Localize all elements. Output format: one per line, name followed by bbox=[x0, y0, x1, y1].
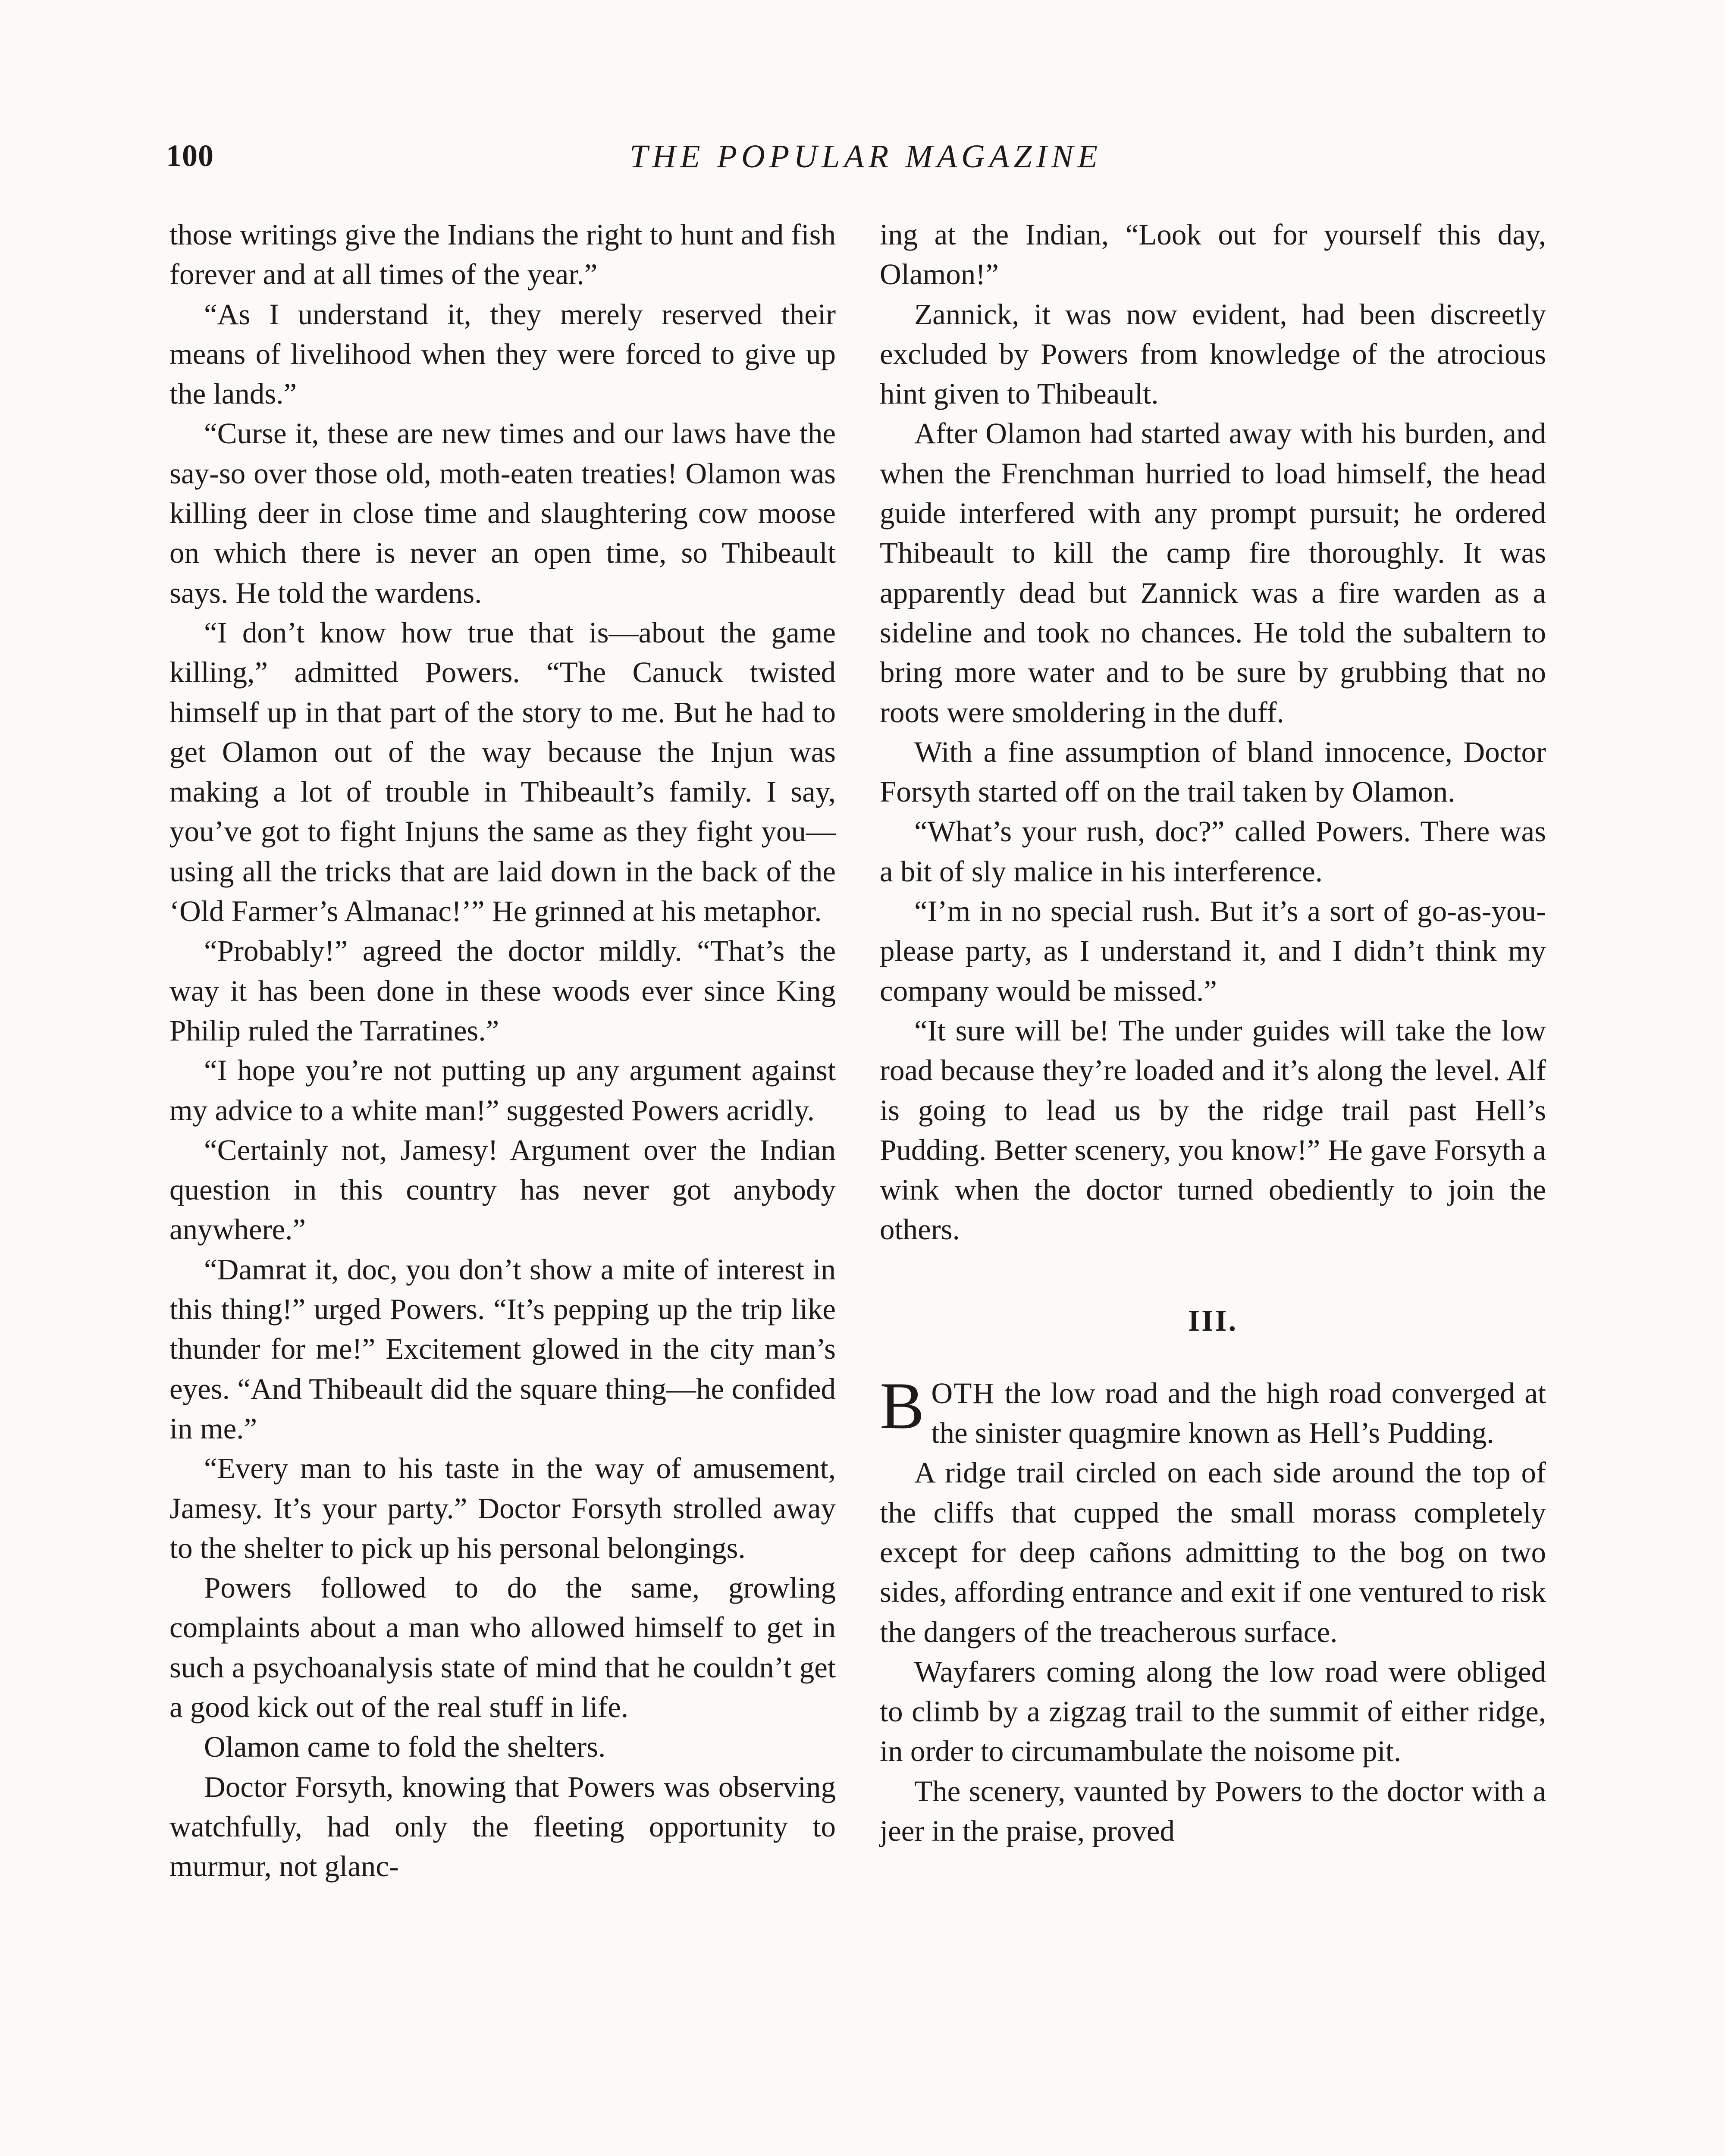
paragraph: “I hope you’re not putting up any argument against my advice to a white man!” suggested Powers acridly. bbox=[169, 1054, 836, 1127]
left-column bbox=[169, 215, 836, 1886]
paragraph: “What’s your rush, doc?” called Powers. There was a bit of sly malice in his interference. bbox=[880, 815, 1546, 888]
paragraph: The scenery, vaunted by Powers to the doctor with a jeer in the praise, proved bbox=[880, 1774, 1546, 1847]
paragraph: Doctor Forsyth, knowing that Powers was observing watchfully, had only the fleeting opportunity to murmur, not glanc- bbox=[169, 1770, 836, 1883]
paragraph: Olamon came to fold the shelters. bbox=[204, 1730, 606, 1764]
paragraph: “Curse it, these are new times and our laws have the say-so over those old, moth-eaten treaties! Olamon was killing deer in close time and slaughtering cow moose on which there is never an open time, so Thibeault says. He told the wardens. bbox=[169, 417, 836, 609]
opening-text: the low road and the high road converged at the sinister quagmire known as Hell’s Pudding. bbox=[931, 1376, 1546, 1450]
paragraph: “Certainly not, Jamesy! Argument over the Indian question in this country has never got anybody anywhere.” bbox=[169, 1133, 836, 1246]
drop-cap: B bbox=[880, 1368, 925, 1443]
paragraph: Powers followed to do the same, growling complaints about a man who allowed himself to get in such a psychoanalysis state of mind that he couldn’t get a good kick out of the real stuff in life. bbox=[169, 1571, 836, 1724]
lead-caps: OTH bbox=[931, 1376, 995, 1410]
paragraph: “It sure will be! The under guides will take the low road because they’re loaded and it’s along the level. Alf is going to lead us by the ridge trail past Hell’s Pudding. Better scenery, you know!” He gave Forsyth a wink when the doctor turned obediently to join the others. bbox=[880, 1014, 1546, 1246]
right-column bbox=[880, 215, 1546, 1851]
paragraph: With a fine assumption of bland innocence, Doctor Forsyth started off on the trail taken by Olamon. bbox=[880, 735, 1546, 808]
section-opening-paragraph bbox=[880, 1368, 1546, 1453]
page-number: 100 bbox=[166, 138, 214, 173]
section-heading: III. bbox=[1188, 1304, 1238, 1338]
paragraph: After Olamon had started away with his burden, and when the Frenchman hurried to load himself, the head guide interfered with any prompt pursuit; he ordered Thibeault to kill the camp fire thoroughly. It was apparently dead but Zannick was a fire warden as a sideline and took no chances. He told the subaltern to bring more water and to be sure by grubbing that no roots were smoldering in the duff. bbox=[880, 417, 1546, 729]
running-title: THE POPULAR MAGAZINE bbox=[629, 138, 1102, 175]
paragraph: “I don’t know how true that is—about the game killing,” admitted Powers. “The Canuck twisted himself up in that part of the story to me. But he had to get Olamon out of the way because the Injun was making a lot of trouble in Thibeault’s family. I say, you’ve got to fight Injuns the same as they fight you—using all the tricks that are laid down in the back of the ‘Old Farmer’s Almanac!’” He grinned at his metaphor. bbox=[169, 616, 836, 928]
paragraph: those writings give the Indians the right to hunt and fish forever and at all times of the year.” bbox=[169, 218, 836, 291]
page-header bbox=[166, 138, 1565, 190]
paragraph: A ridge trail circled on each side around the top of the cliffs that cupped the small morass completely except for deep cañons admitting to the bog on two sides, affording entrance and exit if one ventured to risk the dangers of the treacherous surface. bbox=[880, 1456, 1546, 1648]
paragraph: Wayfarers coming along the low road were obliged to climb by a zigzag trail to the summit of either ridge, in order to circumambulate the noisome pit. bbox=[880, 1655, 1546, 1768]
paragraph: “Probably!” agreed the doctor mildly. “That’s the way it has been done in these woods ever since King Philip ruled the Tarratines.” bbox=[169, 934, 836, 1047]
paragraph: “As I understand it, they merely reserved their means of livelihood when they were forced to give up the lands.” bbox=[169, 298, 836, 411]
paragraph: “Every man to his taste in the way of amusement, Jamesy. It’s your party.” Doctor Forsyth strolled away to the shelter to pick up his personal belongings. bbox=[169, 1452, 836, 1564]
paragraph: Zannick, it was now evident, had been discreetly excluded by Powers from knowledge of the atrocious hint given to Thibeault. bbox=[880, 298, 1546, 411]
paragraph: ing at the Indian, “Look out for yourself this day, Olamon!” bbox=[880, 218, 1546, 291]
paragraph: “Damrat it, doc, you don’t show a mite of interest in this thing!” urged Powers. “It’s pepping up the trip like thunder for me!” Excitement glowed in the city man’s eyes. “And Thibeault did the square thing—he confided in me.” bbox=[169, 1253, 836, 1445]
paragraph: “I’m in no special rush. But it’s a sort of go-as-you-please party, as I understand it, and I didn’t think my company would be missed.” bbox=[880, 895, 1546, 1007]
